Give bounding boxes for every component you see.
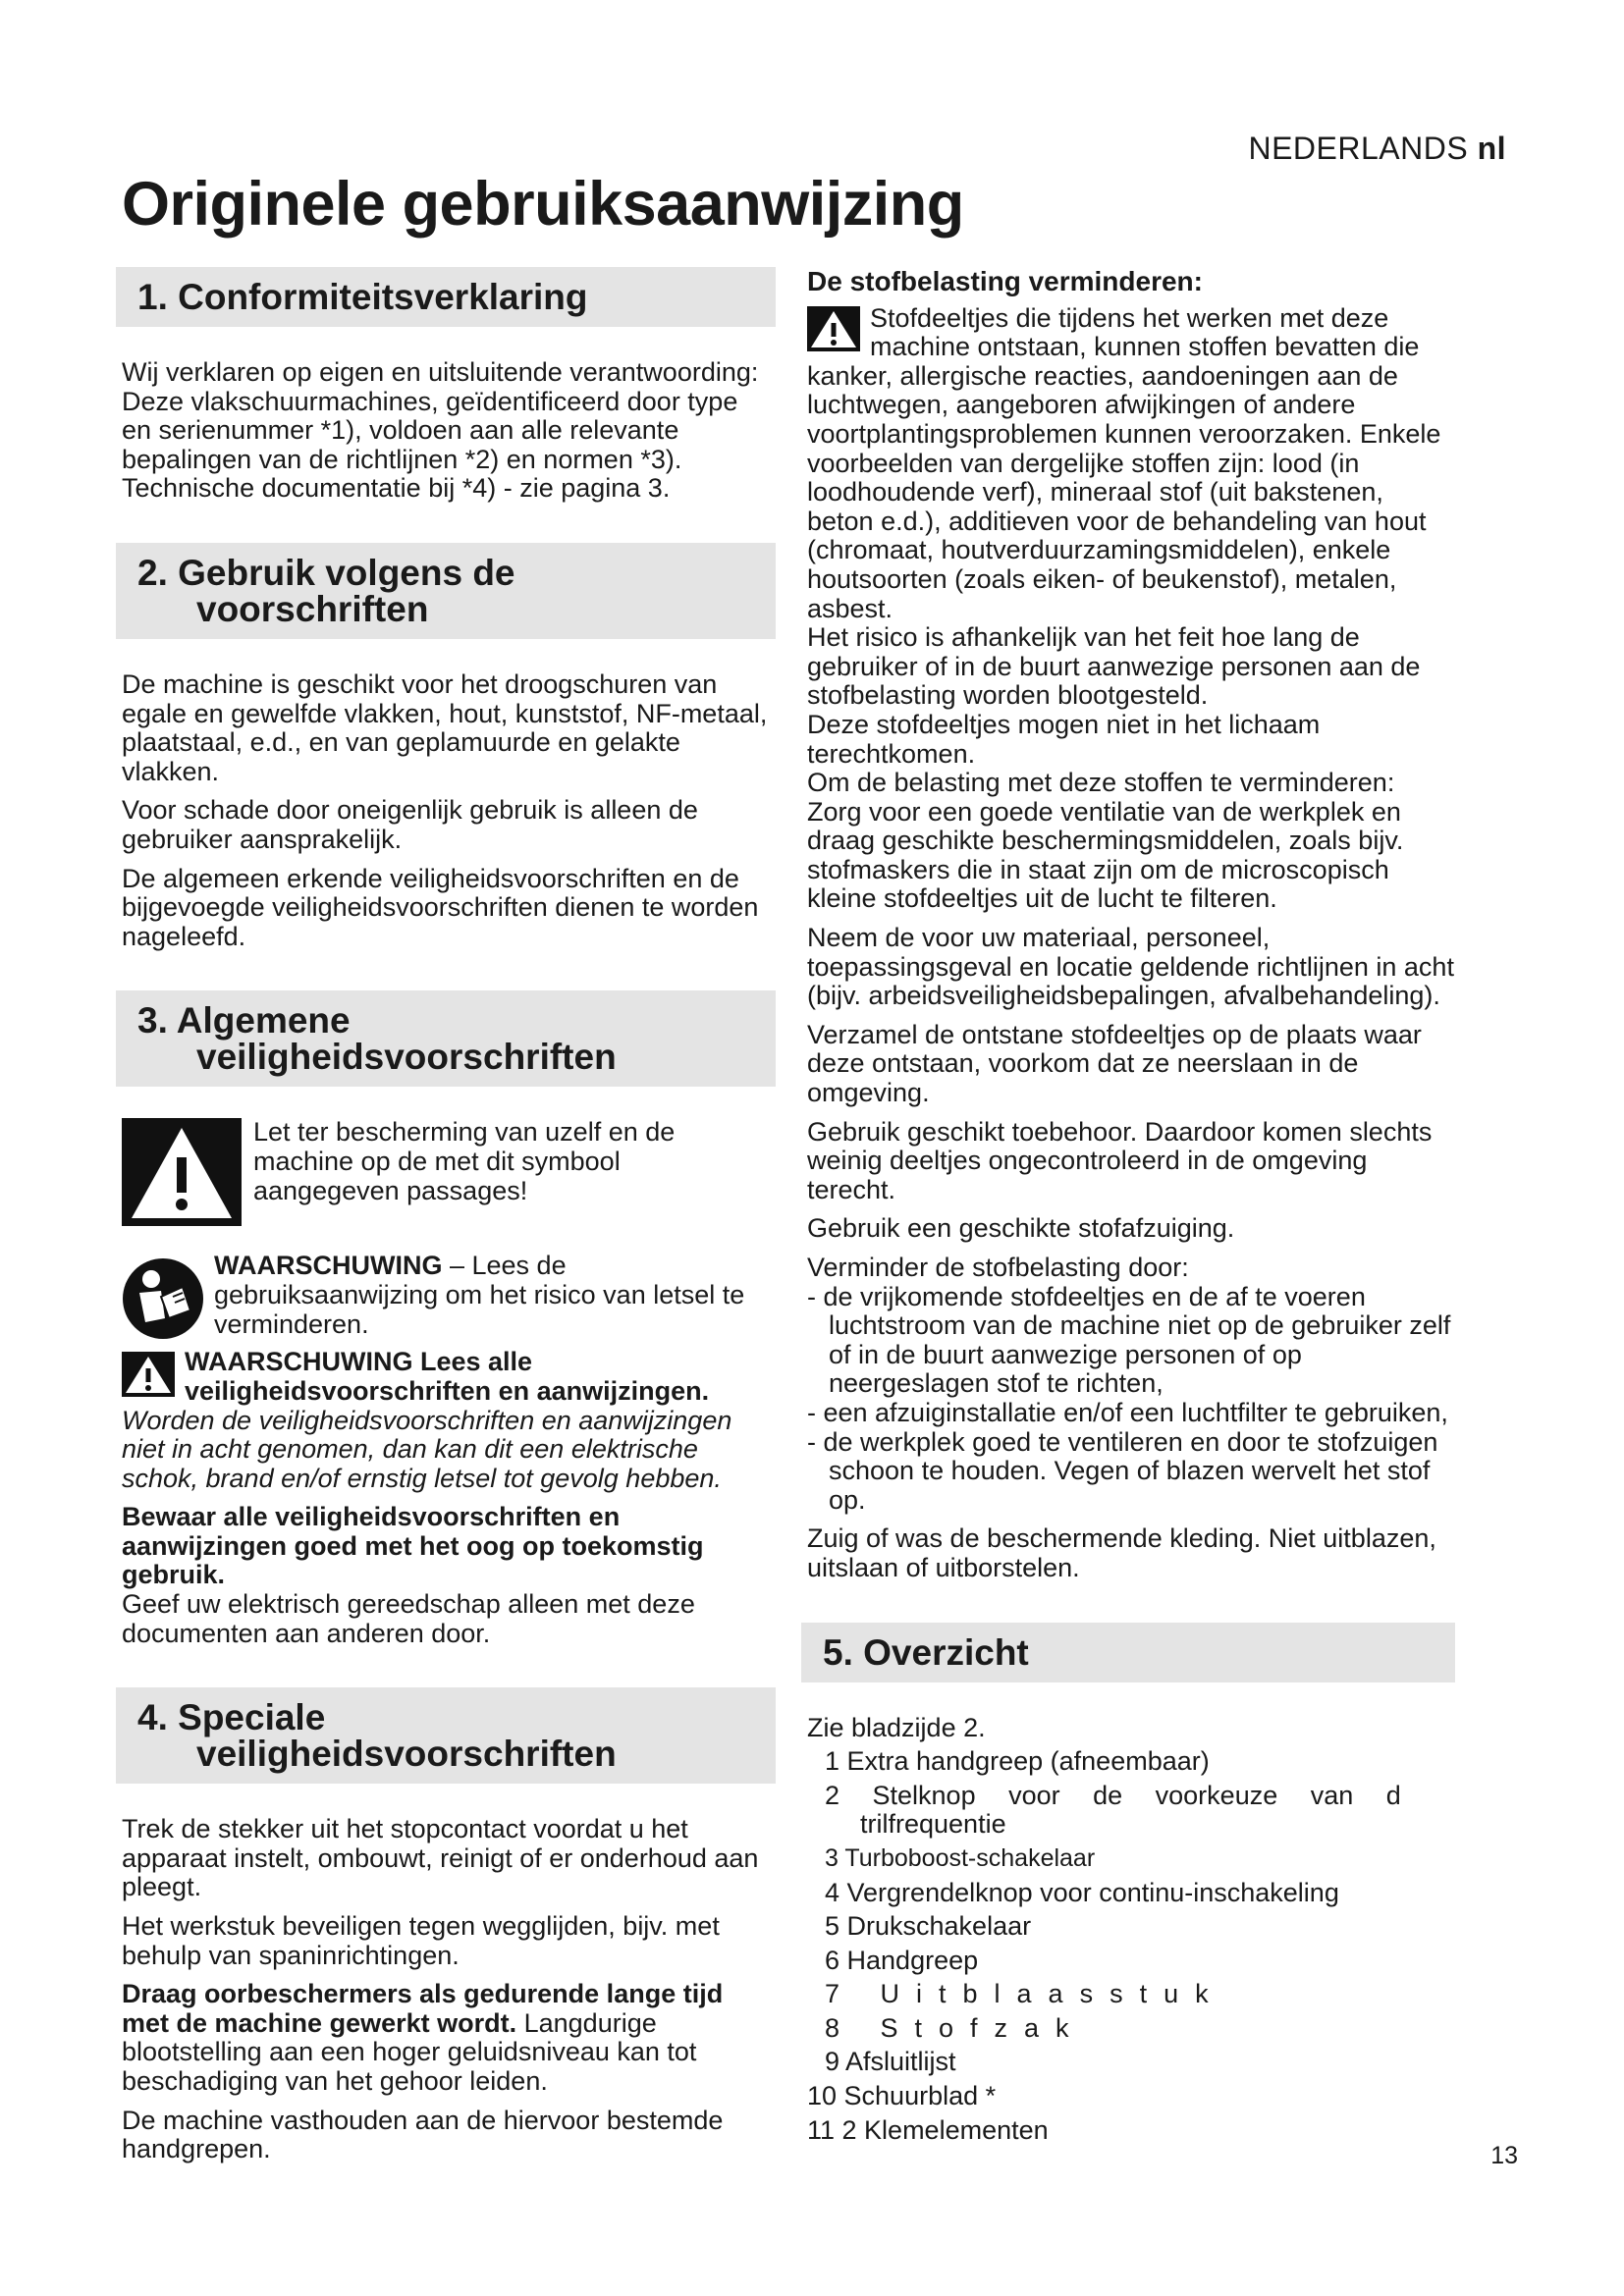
list-item: 8 Stofzak [825, 2012, 1086, 2043]
dust-p2: Het risico is afhankelijk van het feit hoe lang de gebruiker of in de buurt aanwezige personen aan de stofbelasting worden blootgesteld. [807, 622, 1421, 711]
read-manual-icon [122, 1257, 204, 1340]
left-column [122, 267, 770, 2174]
list-item: 9 Afsluitlijst [825, 2047, 956, 2077]
dust-p3: Deze stofdeeltjes mogen niet in het lichaam terechtkomen. [807, 709, 1321, 769]
list-item: 4 Vergrendelknop voor continu-inschakeling [825, 1877, 1339, 1907]
warning-triangle-small-icon [807, 306, 860, 351]
section-4-p3: Draag oorbeschermers als gedurende lange tijd met de machine gewerkt wordt. Langdurige blootstelling aan een hoger geluidsniveau kan tot beschadiging van het gehoor leiden. [122, 1979, 724, 2096]
list-item: 11 2 Klemelementen [807, 2114, 1049, 2145]
dust-p1: Stofdeeltjes die tijdens het werken met deze machine ontstaan, kunnen stoffen bevatten die kanker, allergische reacties, aandoeningen aan de luchtwegen, aangeboren afwijkingen of andere voortplantingsproblemen kunnen veroorzaken. Enkele voorbeelden van dergelijke stoffen zijn: lood (in loodhoudende verf), mineraal stof (uit bakstenen, beton e.d.), additieven voor de behandeling van hout (chromaat, houtverduurzamingsmiddelen), enkele houtsoorten (zoals eiken- of beukenstof), metalen, asbest. [807, 302, 1441, 623]
symbol-note: Let ter bescherming van uzelf en de machine op de met dit symbool aangegeven passages! [122, 1118, 770, 1226]
list-item: 5 Drukschakelaar [825, 1911, 1032, 1942]
dust-p5: Neem de voor uw materiaal, personeel, toepassingsgeval en locatie geldende richtlijnen in acht (bijv. arbeidsveiligheidsbepalingen, afvalbehandeling). [807, 923, 1454, 1011]
section-4-p1: Trek de stekker uit het stopcontact voordat u het apparaat instelt, ombouwt, reinigt of er onderhoud aan pleegt. [122, 1814, 759, 1902]
dust-p8: Gebruik een geschikte stofafzuiging. [807, 1213, 1235, 1244]
section-1-body: Wij verklaren op eigen en uitsluitende verantwoording: Deze vlakschuurmachines, geïdentificeerd door type en serienummer *1), voldoen aan alle relevante bepalingen van de richtlijnen *2) en normen *3). Technische documentatie bij *4) - zie pagina 3. [122, 357, 759, 504]
dust-heading: De stofbelasting verminderen: [807, 266, 1203, 296]
section-2-p3: De algemeen erkende veiligheidsvoorschriften en de bijgevoegde veiligheidsvoorschriften dienen te worden nageleefd. [122, 863, 759, 951]
dust-p9: Verminder de stofbelasting door: [807, 1253, 1189, 1282]
list-item: 2 Stelknop voor de voorkeuze van d [825, 1780, 1401, 1810]
dust-p4: Om de belasting met deze stoffen te verminderen: Zorg voor een goede ventilatie van de werkplek en draag geschikte beschermingsmiddelen, zoals bijv. stofmaskers die in staat zijn om de microscopisch kleine stofdeeltjes uit de lucht te filteren. [807, 768, 1404, 914]
page-number: 13 [1490, 2142, 1518, 2169]
list-item: 1 Extra handgreep (afneembaar) [825, 1746, 1210, 1777]
section-2-p2: Voor schade door oneigenlijk gebruik is alleen de gebruiker aansprakelijk. [122, 795, 698, 854]
right-column [807, 267, 1455, 2150]
list-item: 3 Turboboost-schakelaar [825, 1843, 1096, 1872]
dust-p6: Verzamel de ontstane stofdeeltjes op de plaats waar deze ontstaan, voorkom dat ze neerslaan in de omgeving. [807, 1019, 1422, 1108]
dust-p7: Gebruik geschikt toebehoor. Daardoor komen slechts weinig deeltjes ongecontroleerd in de omgeving terecht. [807, 1116, 1433, 1204]
overview-list [807, 1747, 1455, 2145]
keep-instructions-bold: Bewaar alle veiligheidsvoorschriften en aanwijzingen goed met het oog op toekomstig gebruik. [122, 1502, 704, 1590]
section-4-p2: Het werkstuk beveiligen tegen wegglijden, bijv. met behulp van spaninrichtingen. [122, 1911, 720, 1970]
section-heading-4: 4. Speciale veiligheidsvoorschriften [116, 1687, 776, 1784]
section-heading-1: 1. Conformiteitsverklaring [116, 267, 776, 327]
warning-triangle-icon [122, 1118, 242, 1226]
overview-intro: Zie bladzijde 2. [807, 1712, 986, 1742]
language-label: NEDERLANDS nl [1248, 131, 1506, 166]
read-manual-warning: WAARSCHUWING – Lees de gebruiksaanwijzing om het risico van letsel te verminderen. [122, 1252, 770, 1340]
section-heading-3: 3. Algemene veiligheidsvoorschriften [116, 990, 776, 1087]
list-item: - de vrijkomende stofdeeltjes en de af te voeren luchtstroom van de machine niet op de gebruiker zelf of in de buurt aanwezige personen of op neergeslagen stof te richten, [807, 1281, 1451, 1399]
section-2-p1: De machine is geschikt voor het droogschuren van egale en gewelfde vlakken, hout, kunststof, NF-metaal, plaatstaal, e.d., en van geplamuurde en gelakte vlakken. [122, 668, 768, 786]
section-heading-5: 5. Overzicht [801, 1623, 1455, 1682]
dust-bullet-list [807, 1283, 1455, 1516]
section-heading-2: 2. Gebruik volgens de voorschriften [116, 543, 776, 639]
dust-p10: Zuig of was de beschermende kleding. Niet uitblazen, uitslaan of uitborstelen. [807, 1523, 1436, 1582]
keep-instructions-text: Geef uw elektrisch gereedschap alleen met deze documenten aan anderen door. [122, 1589, 695, 1648]
list-item: - een afzuiginstallatie en/of een luchtfilter te gebruiken, [807, 1397, 1448, 1427]
list-item: 6 Handgreep [825, 1945, 979, 1975]
section-4-p4: De machine vasthouden aan de hiervoor bestemde handgrepen. [122, 2105, 724, 2164]
list-item: trilfrequentie [860, 1809, 1006, 1840]
warning-triangle-small-icon [122, 1352, 175, 1397]
list-item: - de werkplek goed te ventileren en door te stofzuigen schoon te houden. Vegen of blazen wervelt het stof op. [807, 1426, 1438, 1515]
safety-warning-paragraph: WAARSCHUWING Lees alle veiligheidsvoorschriften en aanwijzingen. Worden de veiligheidsvoorschriften en aanwijzingen niet in acht genomen, dan kan dit een elektrische schok, brand en/of ernstig letsel tot gevolg hebben. [122, 1347, 732, 1493]
list-item: 10 Schuurblad * [807, 2081, 997, 2111]
page-title: Originele gebruiksaanwijzing [122, 170, 964, 239]
list-item: 7 Uitblaasstuk [825, 1979, 1225, 2009]
